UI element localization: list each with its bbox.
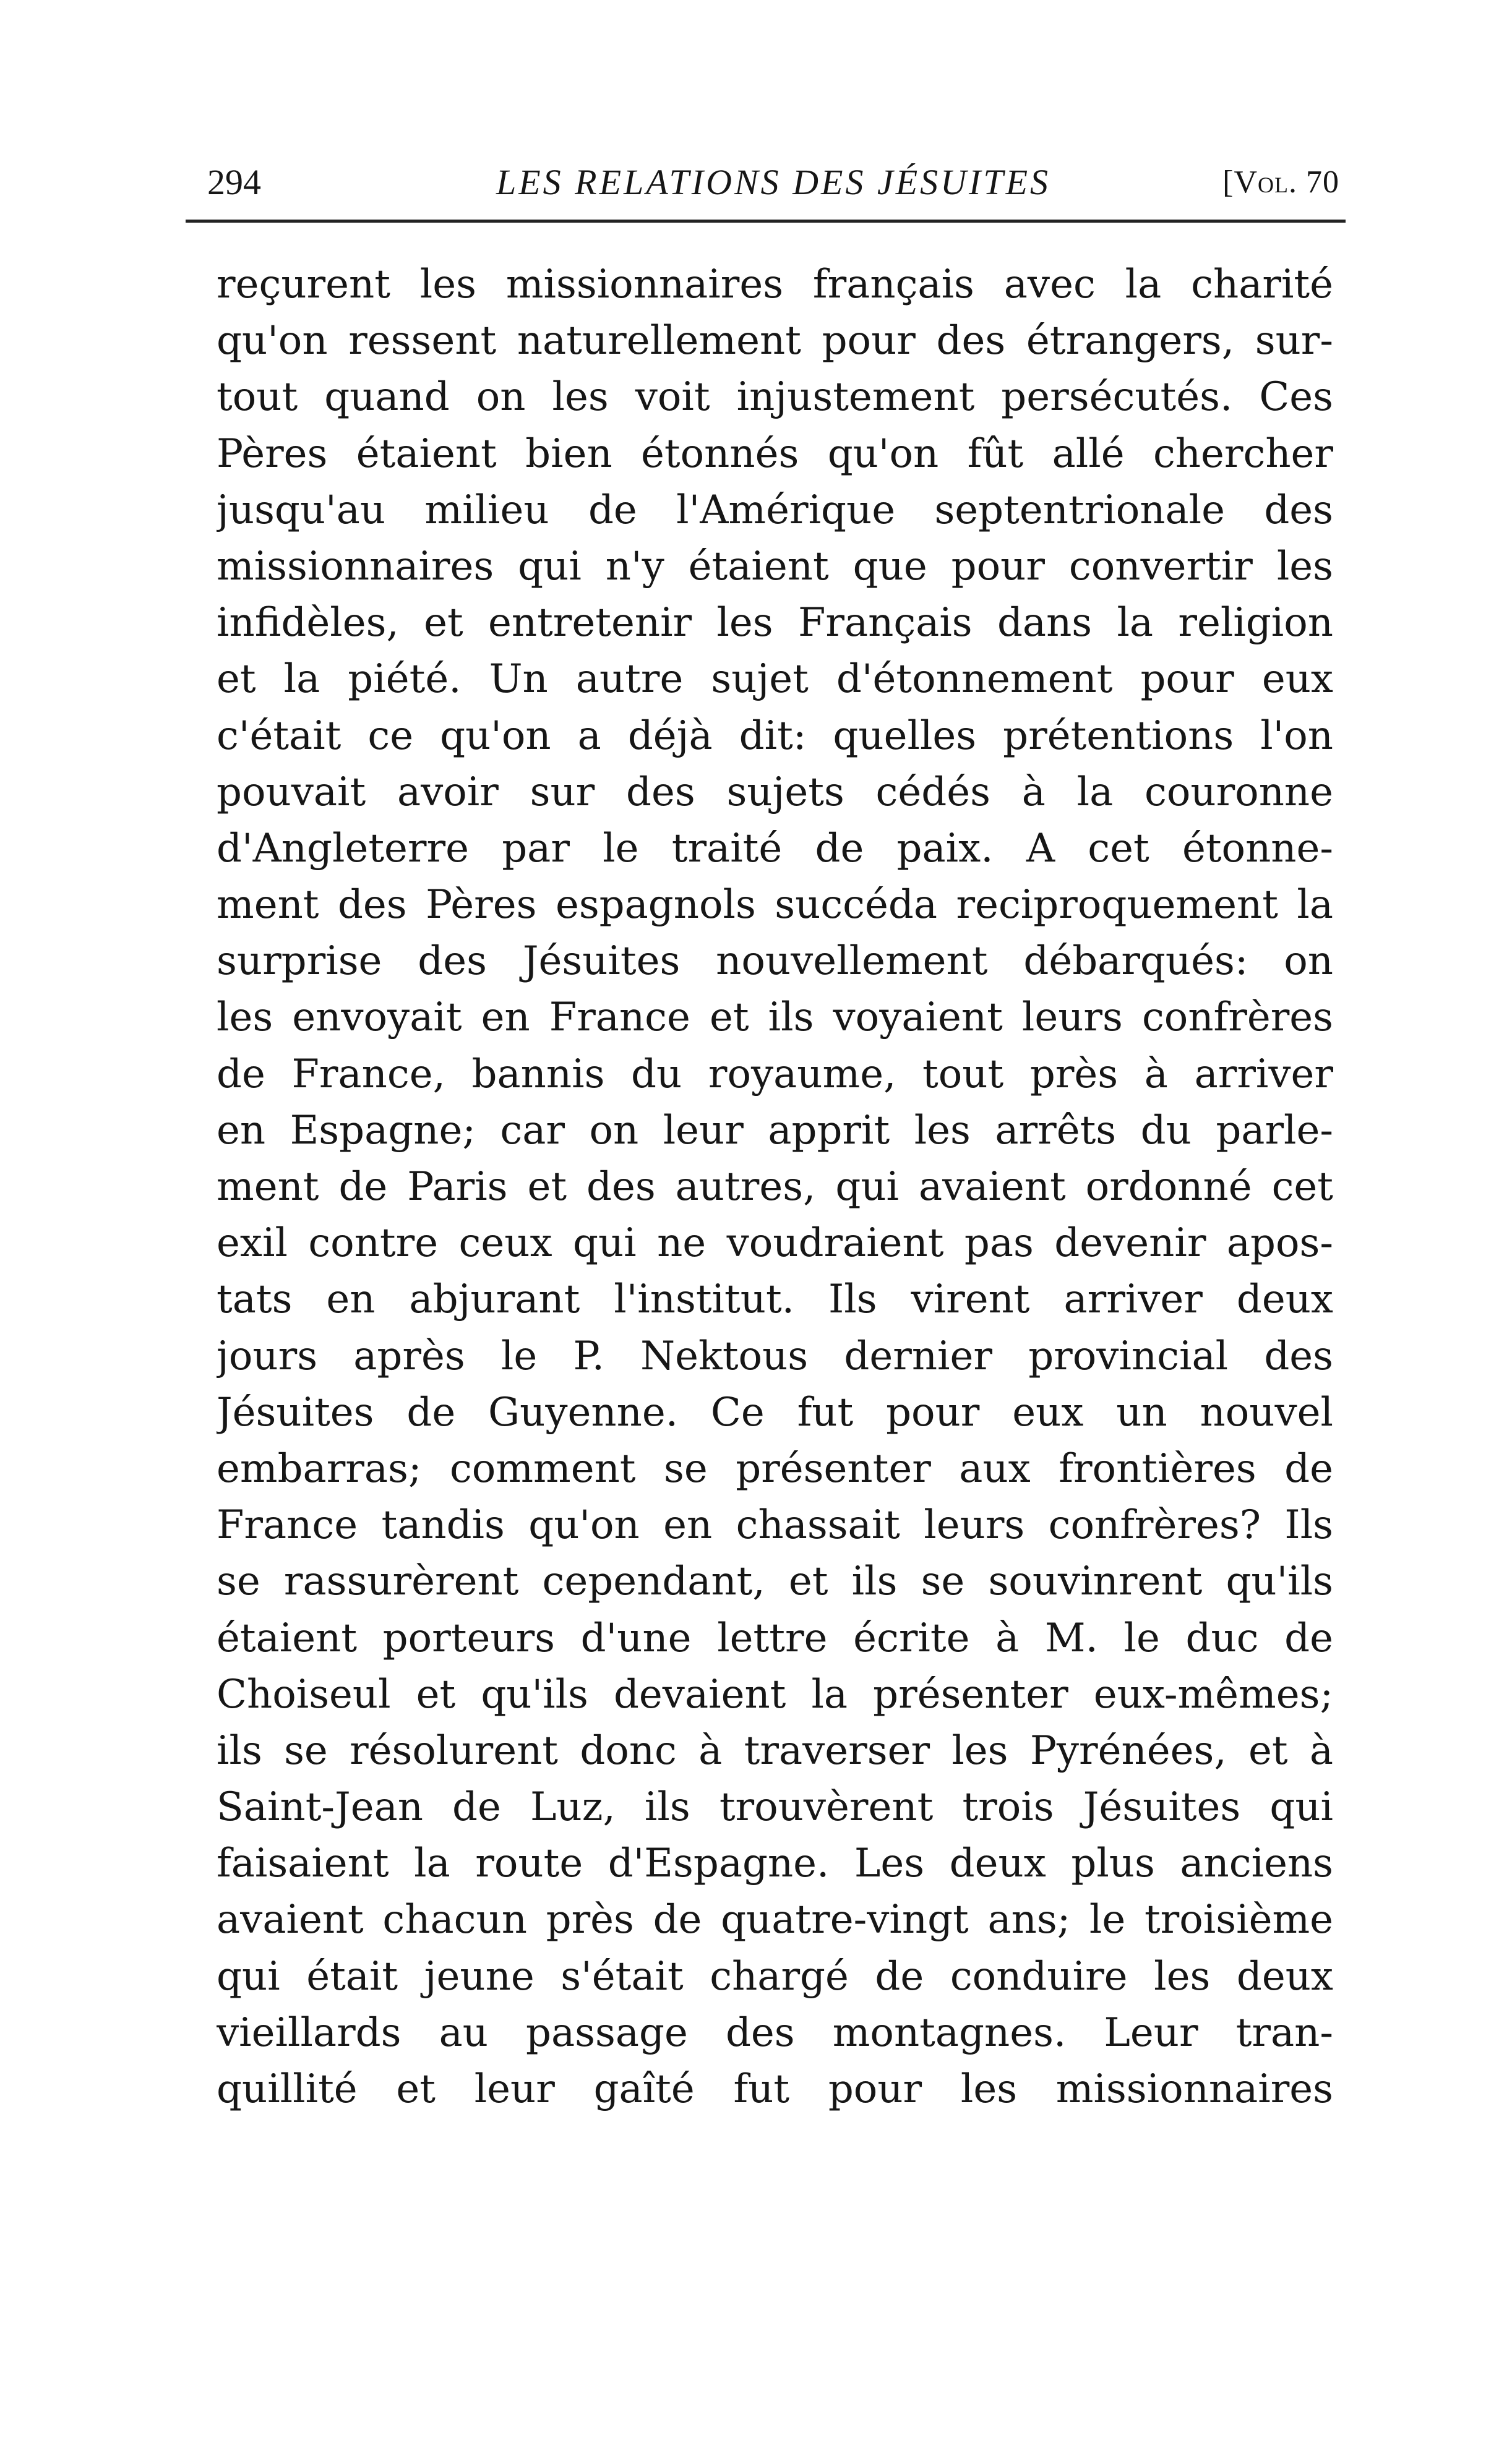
text-line: de France, bannis du royaume, tout près à arriver xyxy=(217,1051,1333,1097)
text-line: les envoyait en France et ils voyaient leurs confrères xyxy=(217,995,1333,1041)
text-line: exil contre ceux qui ne voudraient pas devenir apos- xyxy=(217,1220,1333,1267)
text-line: avaient chacun près de quatre-vingt ans; le troisième xyxy=(217,1897,1333,1943)
text-line: Pères étaient bien étonnés qu'on fût allé chercher xyxy=(217,430,1333,477)
text-line: faisaient la route d'Espagne. Les deux plus anciens xyxy=(217,1841,1333,1887)
text-line: et la piété. Un autre sujet d'étonnement pour eux xyxy=(217,656,1333,703)
text-line: Saint-Jean de Luz, ils trouvèrent trois Jésuites qui xyxy=(217,1784,1333,1831)
page-number: 294 xyxy=(207,162,261,202)
running-header xyxy=(207,155,1339,210)
volume-label: [Vol. 70 xyxy=(1222,165,1339,200)
text-line: surprise des Jésuites nouvellement débarqués: on xyxy=(217,938,1333,985)
text-line: en Espagne; car on leur apprit les arrêts du parle- xyxy=(217,1107,1333,1153)
text-line: quillité et leur gaîté fut pour les missionnaires xyxy=(217,2066,1333,2112)
text-line: infidèles, et entretenir les Français dans la religion xyxy=(217,600,1333,646)
header-rule xyxy=(186,220,1346,223)
text-line: d'Angleterre par le traité de paix. A cet étonne- xyxy=(217,825,1333,871)
body-text xyxy=(217,257,1333,2118)
text-line: vieillards au passage des montagnes. Leur tran- xyxy=(217,2009,1333,2056)
text-line: jours après le P. Nektous dernier provincial des xyxy=(217,1333,1333,1379)
text-line: pouvait avoir sur des sujets cédés à la couronne xyxy=(217,769,1333,815)
text-line: se rassurèrent cependant, et ils se souvinrent qu'ils xyxy=(217,1559,1333,1605)
text-line: Choiseul et qu'ils devaient la présenter eux-mêmes; xyxy=(217,1671,1333,1718)
text-line: missionnaires qui n'y étaient que pour convertir les xyxy=(217,543,1333,589)
text-line: embarras; comment se présenter aux frontières de xyxy=(217,1445,1333,1492)
text-line: c'était ce qu'on a déjà dit: quelles prétentions l'on xyxy=(217,712,1333,759)
text-line: reçurent les missionnaires français avec la charité xyxy=(217,262,1333,307)
text-line: qui était jeune s'était chargé de conduire les deux xyxy=(217,1953,1333,2000)
text-line: jusqu'au milieu de l'Amérique septentrionale des xyxy=(217,487,1333,533)
text-line: Jésuites de Guyenne. Ce fut pour eux un nouvel xyxy=(217,1389,1333,1435)
text-line: étaient porteurs d'une lettre écrite à M. le duc de xyxy=(217,1615,1333,1661)
text-line: ment des Pères espagnols succéda reciproquement la xyxy=(217,882,1333,928)
running-title: LES RELATIONS DES JÉSUITES xyxy=(496,162,1051,202)
text-line: tout quand on les voit injustement persécutés. Ces xyxy=(217,374,1333,421)
text-line: qu'on ressent naturellement pour des étrangers, sur- xyxy=(217,318,1333,364)
text-line: tats en abjurant l'institut. Ils virent arriver deux xyxy=(217,1277,1333,1323)
text-line: ils se résolurent donc à traverser les Pyrénées, et à xyxy=(217,1727,1333,1774)
text-line: ment de Paris et des autres, qui avaient ordonné cet xyxy=(217,1164,1333,1210)
text-line: France tandis qu'on en chassait leurs confrères? Ils xyxy=(217,1502,1333,1549)
